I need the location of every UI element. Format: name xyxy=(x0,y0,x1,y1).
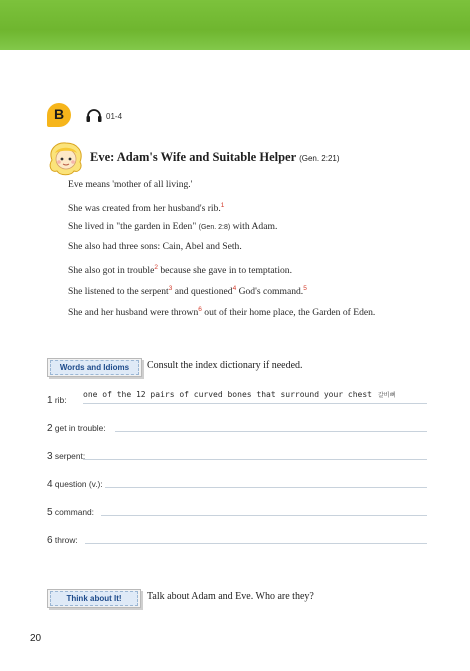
footnote-marker: 4 xyxy=(232,284,237,292)
think-about-it-label xyxy=(47,589,141,608)
vocab-term: question (v.): xyxy=(52,479,103,489)
section-badge xyxy=(47,103,71,127)
girl-illustration xyxy=(46,140,86,178)
footnote-marker: 5 xyxy=(303,284,307,292)
reading-text: Eve means 'mother of all living.' xyxy=(68,179,193,190)
reading-text: and questioned xyxy=(172,285,233,297)
vocab-number: 1 xyxy=(47,395,53,406)
vocab-number: 4 xyxy=(47,479,53,490)
footnote-marker: 6 xyxy=(198,305,202,313)
reading-text: She listened to the serpent xyxy=(68,285,169,297)
reading-text: She lived in "the garden in Eden" xyxy=(68,220,199,232)
answer-line[interactable] xyxy=(105,473,427,488)
vocab-number: 5 xyxy=(47,507,53,518)
reading-line xyxy=(68,240,448,261)
page-number: 20 xyxy=(30,633,42,644)
words-idioms-label-text: Words and Idioms xyxy=(50,360,139,375)
vocab-item-5 xyxy=(47,502,427,516)
vocab-number: 2 xyxy=(47,423,53,434)
answer-line[interactable] xyxy=(83,445,427,460)
reading-text: She and her husband were thrown xyxy=(68,306,199,318)
reading-line xyxy=(68,303,448,324)
vocab-item-6 xyxy=(47,530,427,544)
reading-line xyxy=(68,178,448,199)
reading-title xyxy=(90,150,340,165)
vocab-term: command: xyxy=(52,507,94,517)
vocab-item-2 xyxy=(47,418,427,432)
reading-text: She was created from her husband's rib. xyxy=(68,202,221,214)
vocab-term: serpent: xyxy=(52,451,86,461)
footnote-marker: 2 xyxy=(154,264,158,272)
answer-line[interactable] xyxy=(101,501,427,516)
scripture-reference: (Gen. 2:8) xyxy=(198,223,231,231)
vocab-term: get in trouble: xyxy=(52,423,106,433)
reading-line xyxy=(68,261,448,282)
reading-text: out of their home place, the Garden of Eden. xyxy=(201,306,376,318)
title-text: Eve: Adam's Wife and Suitable Helper xyxy=(90,150,296,164)
reading-text: She also had three sons: Cain, Abel and Seth. xyxy=(68,241,242,253)
handwritten-answer xyxy=(83,390,395,399)
reading-passage xyxy=(68,178,448,324)
reading-text: with Adam. xyxy=(230,220,278,232)
think-about-it-label-text: Think about It! xyxy=(50,591,138,606)
reading-line xyxy=(68,282,448,303)
top-green-bar xyxy=(0,0,470,50)
answer-line[interactable] xyxy=(85,529,427,544)
footnote-marker: 1 xyxy=(220,201,225,209)
handwritten-korean-note: 갈비뼈 xyxy=(377,392,396,399)
reading-line xyxy=(68,220,448,241)
reading-text: She also got in trouble xyxy=(68,265,155,277)
section-letter: B xyxy=(53,106,65,122)
words-idioms-label xyxy=(47,358,142,377)
vocab-number: 6 xyxy=(47,535,53,546)
think-about-it-prompt: Talk about Adam and Eve. Who are they? xyxy=(147,591,314,602)
vocab-item-3 xyxy=(47,446,427,460)
vocab-item-1 xyxy=(47,390,427,404)
reading-line xyxy=(68,199,448,220)
reading-text: because she gave in to temptation. xyxy=(157,265,292,277)
words-idioms-instruction: Consult the index dictionary if needed. xyxy=(147,360,303,371)
footnote-marker: 3 xyxy=(168,284,173,292)
answer-line[interactable] xyxy=(115,417,427,432)
answer-text: one of the 12 pairs of curved bones that surround your chest xyxy=(83,390,372,399)
reading-text: God's command. xyxy=(236,285,304,297)
vocab-term: throw: xyxy=(52,535,78,545)
title-reference: (Gen. 2:21) xyxy=(299,154,340,163)
headphones-icon[interactable] xyxy=(86,109,102,122)
audio-track-number: 01-4 xyxy=(106,112,123,121)
vocab-number: 3 xyxy=(47,451,53,462)
vocab-item-4 xyxy=(47,474,427,488)
vocab-term: rib: xyxy=(52,395,67,405)
